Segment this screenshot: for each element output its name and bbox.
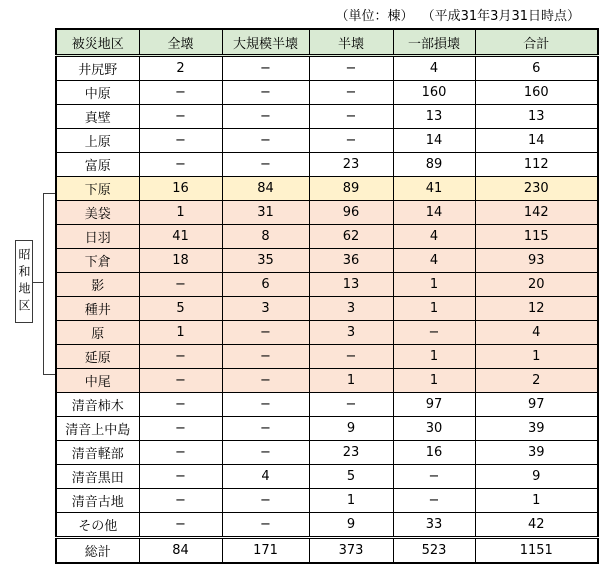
value-cell: − [139,105,222,129]
header-large-half-collapse: 大規模半壊 [222,29,309,56]
value-cell: 2 [139,56,222,81]
value-cell: 1151 [475,538,598,564]
value-cell: − [309,56,393,81]
header-total: 合計 [475,29,598,56]
value-cell: 13 [475,105,598,129]
table-caption-note [331,5,580,24]
value-cell: 160 [475,81,598,105]
value-cell: − [139,153,222,177]
value-cell: 5 [139,297,222,321]
value-cell: 89 [309,177,393,201]
table-row-group-showa [56,249,598,273]
table-row [56,129,598,153]
value-cell: 23 [309,441,393,465]
value-cell: 97 [393,393,475,417]
table-row [56,465,598,489]
value-cell: − [139,465,222,489]
showa-group-bracket-connector [33,282,43,283]
value-cell: − [222,489,309,513]
value-cell: 97 [475,393,598,417]
value-cell: − [222,417,309,441]
value-cell: − [222,153,309,177]
value-cell: 35 [222,249,309,273]
value-cell: 14 [393,201,475,225]
value-cell: − [139,489,222,513]
district-cell: 種井 [56,297,139,321]
district-cell: 日羽 [56,225,139,249]
showa-group-label: 昭和地区 [17,247,31,316]
value-cell: 9 [309,513,393,538]
header-partial-damage: 一部損壊 [393,29,475,56]
value-cell: 4 [393,56,475,81]
value-cell: − [139,513,222,538]
unit-note: （単位：棟） [335,9,414,24]
value-cell: 3 [309,297,393,321]
value-cell: 1 [475,489,598,513]
value-cell: 84 [222,177,309,201]
district-cell: 真壁 [56,105,139,129]
table-row-group-showa [56,369,598,393]
value-cell: 112 [475,153,598,177]
value-cell: 4 [393,249,475,273]
value-cell: 4 [222,465,309,489]
table-row [56,417,598,441]
damage-table [55,28,599,564]
value-cell: − [139,393,222,417]
table-row [56,441,598,465]
value-cell: 160 [393,81,475,105]
value-cell: 171 [222,538,309,564]
district-cell: 中尾 [56,369,139,393]
value-cell: 31 [222,201,309,225]
district-cell: 原 [56,321,139,345]
value-cell: − [139,81,222,105]
value-cell: − [222,105,309,129]
table-row-group-showa [56,225,598,249]
value-cell: 523 [393,538,475,564]
value-cell: − [222,345,309,369]
value-cell: 41 [139,225,222,249]
value-cell: 16 [139,177,222,201]
table-row-group-showa [56,297,598,321]
value-cell: 1 [393,345,475,369]
value-cell: 14 [393,129,475,153]
district-cell: 清音上中島 [56,417,139,441]
value-cell: − [139,345,222,369]
value-cell: 1 [393,369,475,393]
value-cell: 373 [309,538,393,564]
value-cell: 23 [309,153,393,177]
value-cell: 4 [393,225,475,249]
district-cell: 下倉 [56,249,139,273]
value-cell: − [139,129,222,153]
table-row-group-showa [56,273,598,297]
value-cell: 39 [475,441,598,465]
value-cell: 33 [393,513,475,538]
district-cell: 清音黒田 [56,465,139,489]
district-cell: 清音古地 [56,489,139,513]
table-row-group-showa [56,201,598,225]
value-cell: − [309,129,393,153]
value-cell: − [222,56,309,81]
value-cell: − [309,81,393,105]
value-cell: − [222,81,309,105]
value-cell: − [222,369,309,393]
value-cell: 30 [393,417,475,441]
district-cell: 下原 [56,177,139,201]
value-cell: 13 [309,273,393,297]
header-half-collapse: 半壊 [309,29,393,56]
district-cell: その他 [56,513,139,538]
value-cell: 9 [309,417,393,441]
value-cell: 5 [309,465,393,489]
value-cell: 3 [222,297,309,321]
district-cell: 上原 [56,129,139,153]
district-cell: 総計 [56,538,139,564]
header-district: 被災地区 [56,29,139,56]
value-cell: − [393,465,475,489]
value-cell: 1 [393,297,475,321]
showa-group-label-box [15,240,33,323]
value-cell: 1 [309,489,393,513]
value-cell: 12 [475,297,598,321]
district-cell: 延原 [56,345,139,369]
value-cell: 9 [475,465,598,489]
table-row-grand-total [56,538,598,564]
value-cell: 41 [393,177,475,201]
value-cell: 2 [475,369,598,393]
value-cell: 89 [393,153,475,177]
value-cell: − [393,321,475,345]
table-header-row [56,29,598,56]
value-cell: 18 [139,249,222,273]
district-cell: 清音柿木 [56,393,139,417]
value-cell: 16 [393,441,475,465]
value-cell: − [393,489,475,513]
district-cell: 井尻野 [56,56,139,81]
value-cell: − [139,417,222,441]
value-cell: 96 [309,201,393,225]
date-note: （平成31年3月31日時点） [421,9,580,24]
district-cell: 富原 [56,153,139,177]
table-row-group-showa [56,321,598,345]
value-cell: − [222,129,309,153]
value-cell: 36 [309,249,393,273]
value-cell: − [309,393,393,417]
value-cell: 1 [393,273,475,297]
value-cell: 1 [475,345,598,369]
value-cell: 20 [475,273,598,297]
value-cell: 3 [309,321,393,345]
district-cell: 中原 [56,81,139,105]
value-cell: 93 [475,249,598,273]
table-row [56,153,598,177]
table-row [56,513,598,538]
value-cell: − [139,369,222,393]
value-cell: 39 [475,417,598,441]
table-row [56,81,598,105]
table-row [56,56,598,81]
value-cell: 8 [222,225,309,249]
value-cell: − [222,393,309,417]
showa-group-bracket [43,193,55,375]
value-cell: 62 [309,225,393,249]
value-cell: − [139,273,222,297]
value-cell: − [222,321,309,345]
header-total-collapse: 全壊 [139,29,222,56]
table-row [56,489,598,513]
value-cell: 1 [139,201,222,225]
table-row [56,393,598,417]
value-cell: 115 [475,225,598,249]
value-cell: − [309,345,393,369]
value-cell: 6 [475,56,598,81]
value-cell: 142 [475,201,598,225]
value-cell: 13 [393,105,475,129]
value-cell: − [139,441,222,465]
table-row-group-showa [56,345,598,369]
value-cell: 14 [475,129,598,153]
value-cell: 42 [475,513,598,538]
district-cell: 影 [56,273,139,297]
value-cell: − [309,105,393,129]
table-row [56,105,598,129]
value-cell: 230 [475,177,598,201]
table-row-highlighted [56,177,598,201]
value-cell: − [222,513,309,538]
value-cell: 84 [139,538,222,564]
district-cell: 美袋 [56,201,139,225]
value-cell: 6 [222,273,309,297]
value-cell: − [222,441,309,465]
value-cell: 1 [139,321,222,345]
value-cell: 1 [309,369,393,393]
value-cell: 4 [475,321,598,345]
district-cell: 清音軽部 [56,441,139,465]
